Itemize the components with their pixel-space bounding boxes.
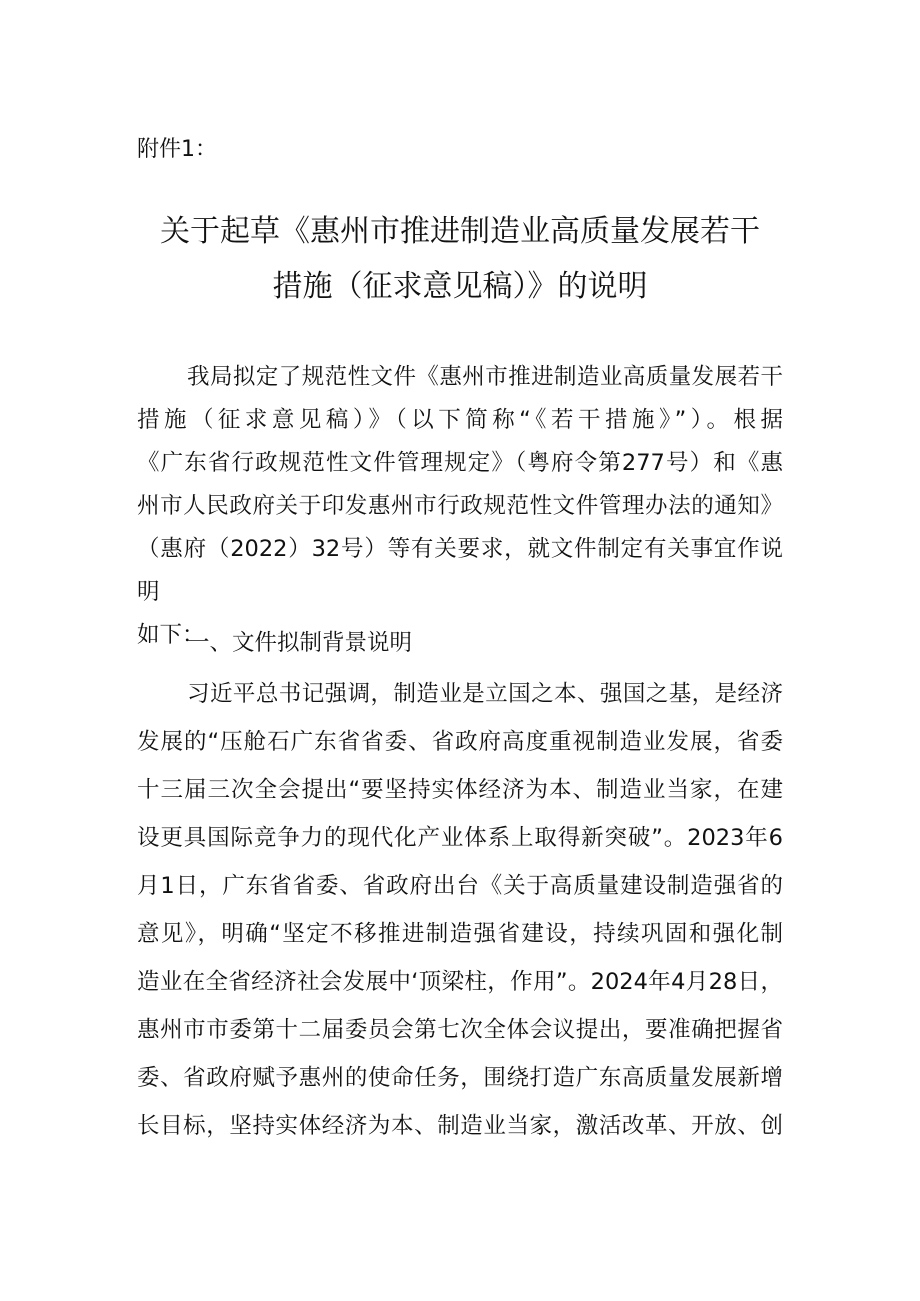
section-heading — [137, 618, 783, 668]
paragraph-line: 我局拟定了规范性文件《惠州市推进制造业高质量发展若干 — [187, 364, 783, 390]
title-line: 措施（征求意见稿）》的说明 — [272, 269, 648, 304]
document-title — [0, 204, 920, 314]
paragraph-line: 习近平总书记强调，制造业是立国之本、强国之基，是经济 — [187, 681, 783, 707]
paragraph-line: （惠府（2022）32号）等有关要求，就文件制定有关事宜作说明 — [137, 536, 783, 605]
paragraph-line: 委、省政府赋予惠州的使命任务，围绕打造广东高质量发展新增 — [137, 1065, 783, 1091]
paragraph-line: 《广东省行政规范性文件管理规定》（粤府令第277号）和《惠 — [137, 450, 783, 476]
paragraph-line: 十三届三次全会提出“要坚持实体经济为本、制造业当家，在建 — [137, 777, 783, 803]
section-heading-text: 一、文件拟制背景说明 — [187, 630, 413, 656]
title-line: 关于起草《惠州市推进制造业高质量发展若干 — [160, 214, 760, 249]
paragraph-line: 如下： — [137, 622, 205, 648]
paragraph-line: 设更具国际竞争力的现代化产业体系上取得新突破”。2023年6 — [137, 825, 783, 851]
paragraph-line: 惠州市市委第十二届委员会第七次全体会议提出，要准确把握省 — [137, 1017, 783, 1043]
background-paragraph — [137, 670, 783, 1150]
annex-label: 附件1： — [137, 137, 217, 162]
paragraph-line: 州市人民政府关于印发惠州市行政规范性文件管理办法的通知》 — [137, 493, 783, 519]
intro-paragraph — [137, 356, 783, 657]
paragraph-line: 意见》，明确“坚定不移推进制造强省建设，持续巩固和强化制 — [137, 921, 783, 947]
paragraph-line: 措施（征求意见稿）》（以下简称“《若干措施》”）。根据 — [137, 407, 783, 433]
paragraph-line: 月1日，广东省省委、省政府出台《关于高质量建设制造强省的 — [137, 873, 783, 899]
paragraph-line: 长目标，坚持实体经济为本、制造业当家，激活改革、开放、创 — [137, 1113, 783, 1139]
paragraph-line: 造业在全省经济社会发展中‘顶梁柱，作用”。2024年4月28日， — [137, 969, 783, 995]
paragraph-line: 发展的“压舱石广东省省委、省政府高度重视制造业发展，省委 — [137, 729, 783, 755]
